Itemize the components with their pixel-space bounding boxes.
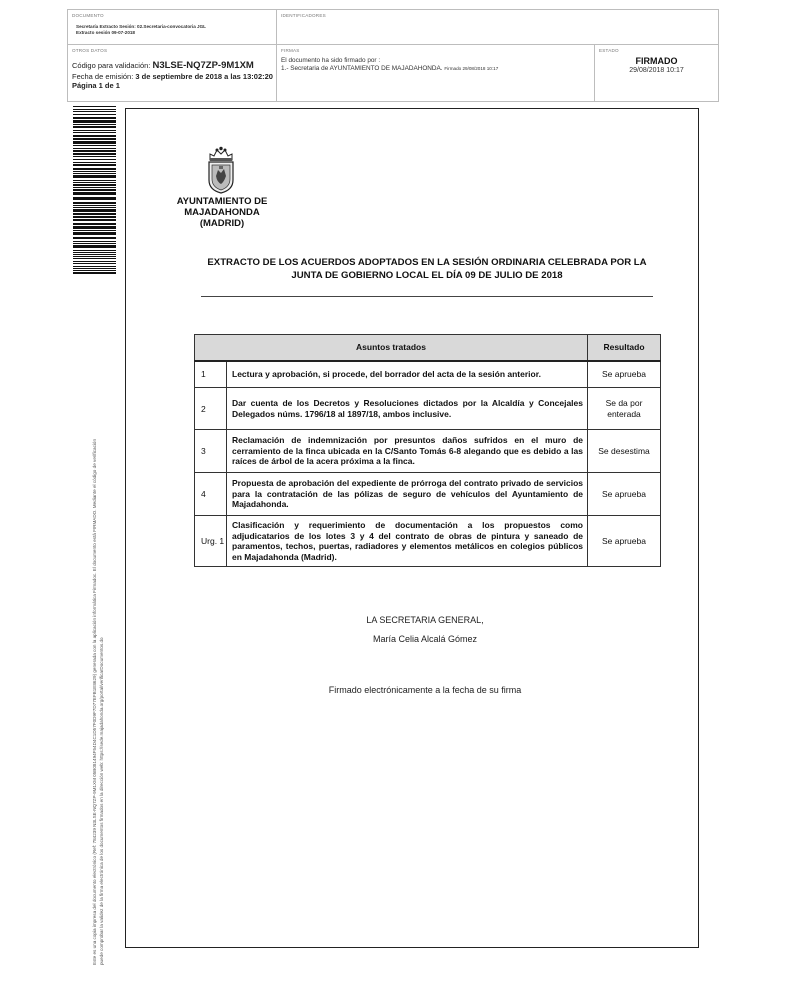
documento-line-1: Secretaría Extracto Sesión: 02.Secretaria-convocatoria JGL: [76, 24, 206, 29]
row-number: 4: [195, 473, 227, 516]
table-row: [195, 473, 661, 516]
organization-name: [158, 196, 286, 229]
validation-code-prefix: Código para validación:: [72, 61, 153, 70]
emission-date-line: [72, 72, 273, 81]
estado-cell: [594, 45, 718, 101]
signer: 1.- Secretaria de AYUNTAMIENTO DE MAJADAHONDA.: [281, 65, 443, 72]
agenda-table: [194, 334, 661, 567]
title-line-1: EXTRACTO DE LOS ACUERDOS ADOPTADOS EN LA SESIÓN ORDINARIA CELEBRADA POR LA: [207, 257, 647, 268]
col-header-resultado: Resultado: [588, 335, 661, 361]
documento-label: DOCUMENTO: [72, 13, 104, 18]
firmas-line-1: El documento ha sido firmado por :: [281, 57, 381, 64]
signature-role: LA SECRETARIA GENERAL,: [366, 615, 484, 625]
barcode: [73, 106, 116, 274]
page-count-line: [72, 81, 120, 90]
row-result: Se aprueba: [588, 361, 661, 388]
row-subject: Lectura y aprobación, si procede, del borrador del acta de la sesión anterior.: [227, 361, 588, 388]
title-line-2: JUNTA DE GOBIERNO LOCAL EL DÍA 09 DE JULIO DE 2018: [291, 270, 563, 281]
otros-datos-label: OTROS DATOS: [72, 48, 108, 53]
table-row: [195, 361, 661, 388]
table-header-row: [195, 335, 661, 361]
side-verification-text: [92, 275, 105, 965]
firmas-cell: [276, 45, 594, 101]
documento-line-2: Extracto sesión 09-07-2018: [76, 30, 135, 35]
org-line-2: MAJADAHONDA: [184, 207, 260, 218]
coat-of-arms-icon: [205, 146, 237, 194]
metadata-header-bottom: [67, 45, 719, 102]
electronic-signature-note: Firmado electrónicamente a la fecha de su firma: [328, 685, 522, 695]
row-result: Se aprueba: [588, 516, 661, 567]
otros-datos-cell: [68, 45, 276, 101]
estado-date: 29/08/2018 10:17: [629, 67, 684, 74]
org-line-1: AYUNTAMIENTO DE: [176, 196, 268, 207]
signer-date: Firmado 29/08/2018 10:17: [444, 66, 499, 71]
row-result: Se aprueba: [588, 473, 661, 516]
document-title: [196, 256, 658, 282]
identificadores-label: IDENTIFICADORES: [281, 13, 326, 18]
row-number: 3: [195, 430, 227, 473]
row-number: 1: [195, 361, 227, 388]
table-row: [195, 430, 661, 473]
org-line-3: (MADRID): [199, 218, 245, 229]
row-subject: Dar cuenta de los Decretos y Resoluciones dictados por la Alcaldía y Concejales Delegados núms. 1796/18 al 1897/18, ambos inclusive.: [227, 388, 588, 430]
emission-date-prefix: Fecha de emisión:: [72, 72, 136, 81]
table-row: [195, 388, 661, 430]
validation-code-line: [72, 60, 254, 71]
col-header-asuntos: Asuntos tratados: [195, 335, 588, 361]
estado-value: FIRMADO: [635, 56, 678, 66]
row-subject: Clasificación y requerimiento de documentación a los propuestos como adjudicatarios de los lotes 3 y 4 del contrato de obras de pintura y saneado de paramentos, techos, puertas, radiadores y elementos metálicos en colegios públicos en Majadahonda (Madrid).: [227, 516, 588, 567]
row-result: Se desestima: [588, 430, 661, 473]
emission-date: 3 de septiembre de 2018 a las 13:02:20: [135, 72, 273, 81]
page-count: Página 1 de 1: [72, 81, 120, 90]
signature-name: María Celia Alcalá Gómez: [372, 634, 478, 644]
table-row: [195, 516, 661, 567]
row-subject: Reclamación de indemnización por presuntos daños sufridos en el muro de cerramiento de la finca ubicada en la C/Santo Tomás 6-8 alegando que es debido a las raíces de árbol de la acera próxima a la finca.: [227, 430, 588, 473]
identificadores-cell: [276, 10, 718, 44]
row-result: Se da por enterada: [588, 388, 661, 430]
firmas-line-2: [281, 65, 498, 72]
side-text-line-2: puede comprobar la validez de la firma electrónica de los documentos firmados en la dirección web: https://sede.majadahonda.org/portal/verificarDocumentos.do: [98, 637, 104, 965]
row-number: Urg. 1: [195, 516, 227, 567]
documento-cell: [68, 10, 276, 44]
title-divider: [201, 296, 653, 297]
firmas-label: FIRMAS: [281, 48, 300, 53]
metadata-header-top: [67, 9, 719, 45]
estado-label: ESTADO: [599, 48, 619, 53]
side-text-line-1: Este es una copia impresa del documento electrónico (Ref: 784239 N3LSE-NQ7ZP-9M1XM 05B081494F54D4C1D57F0D9F7D77EFB1E8629) generada con la aplicación informática Firmadoc. El documento está FIRMADO. Mediante el código de verificación: [92, 438, 97, 965]
validation-code[interactable]: N3LSE-NQ7ZP-9M1XM: [152, 60, 254, 71]
row-subject: Propuesta de aprobación del expediente de prórroga del contrato privado de servicios para la contratación de las pólizas de seguro de vehículos del Ayuntamiento de Majadahonda.: [227, 473, 588, 516]
row-number: 2: [195, 388, 227, 430]
